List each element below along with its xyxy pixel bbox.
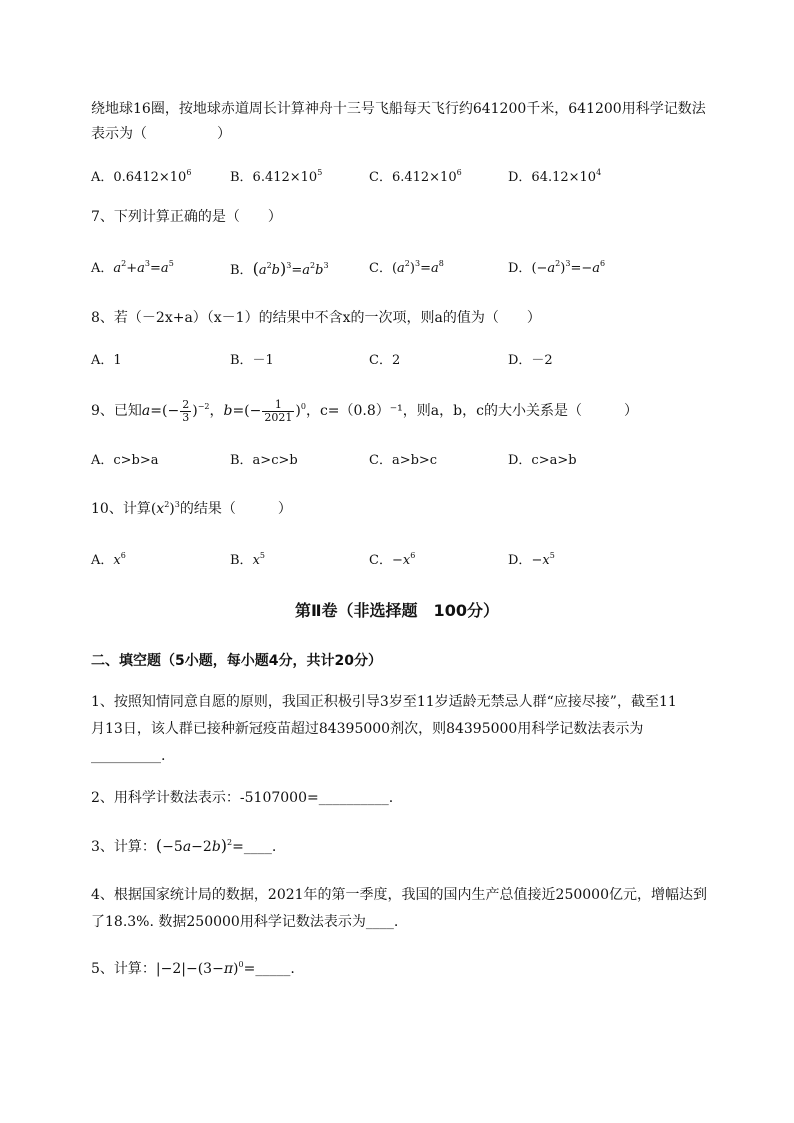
q7-option-a[interactable]: A．$a^2+a^3=a^5$: [91, 259, 174, 276]
q10-option-d[interactable]: D．$-x^5$: [508, 551, 555, 568]
fill4-line1: 4、根据国家统计局的数据，2021年的第一季度，我国的国内生产总值接近250000亿元，增幅达到: [91, 887, 707, 903]
q6-option-d[interactable]: D．$64.12\times 10^4$: [508, 168, 602, 185]
q10-option-a[interactable]: A．$x^6$: [91, 551, 126, 568]
q9-option-a[interactable]: A．c>b>a: [91, 453, 159, 468]
q8-option-c[interactable]: C．2: [369, 353, 401, 368]
q6-option-c[interactable]: C．$6.412\times 10^6$: [369, 168, 462, 185]
q6-option-b[interactable]: B．$6.412\times 10^5$: [230, 168, 323, 185]
q10-option-c[interactable]: C．$-x^6$: [369, 551, 416, 568]
section-title: 第Ⅱ卷（非选择题 100分）: [295, 601, 499, 620]
q9-option-b[interactable]: B．a>c>b: [230, 453, 298, 468]
q9-stem: 9、已知a=(− $\frac{2}{3}$ )$^{-2}$，b=(− $\frac{1}{2021}$ )$^0$，c=（0.8）⁻¹，则a，b，c的大小关系是（ ）: [91, 397, 638, 424]
q9-option-d[interactable]: D．c>a>b: [508, 453, 577, 468]
fill1-answer-blank[interactable]: __________.: [91, 748, 166, 764]
fill3: 3、计算：$(-5a-2b)^2=\_\_\_\_$.: [91, 836, 277, 855]
q6-stem-line2: 表示为（ ）: [91, 126, 231, 142]
q10-option-b[interactable]: B．$x^5$: [230, 551, 265, 568]
q8-option-a[interactable]: A．1: [91, 353, 122, 368]
q8-option-b[interactable]: B．－1: [230, 353, 274, 368]
fill5: 5、计算：$|-2|-(3-\pi)^0=\_\_\_\_\_$.: [91, 960, 295, 977]
section-subhead: 二、填空题（5小题，每小题4分，共计20分）: [91, 653, 382, 669]
fill4-line2: 了18.3%. 数据250000用科学记数法表示为____.: [91, 914, 399, 930]
fill1-line1: 1、按照知情同意自愿的原则，我国正积极引导3岁至11岁适龄无禁忌人群“应接尽接”，截至11: [91, 694, 677, 710]
q6-option-a[interactable]: A．$0.6412\times 10^6$: [91, 168, 192, 185]
q8-stem: 8、若（－2x+a）（x－1）的结果中不含x的一次项，则a的值为（ ）: [91, 310, 541, 326]
q7-option-c[interactable]: C．$(a^2)^3=a^8$: [369, 259, 444, 276]
fill2: 2、用科学计数法表示：-5107000=__________.: [91, 790, 394, 806]
q7-option-b[interactable]: B．$(a^2b)^3=a^2b^3$: [230, 259, 329, 278]
q9-option-c[interactable]: C．a>b>c: [369, 453, 438, 468]
fill1-line2: 月13日，该人群已接种新冠疫苗超过84395000剂次，则84395000用科学记数法表示为: [91, 721, 644, 737]
q7-option-d[interactable]: D．$(-a^2)^3=-a^6$: [508, 259, 606, 276]
q6-stem-line1: 绕地球16圈，按地球赤道周长计算神舟十三号飞船每天飞行约641200千米，641200用科学记数法: [91, 101, 706, 117]
q8-option-d[interactable]: D．－2: [508, 353, 553, 368]
q10-stem: 10、计算$(x^2)^3$的结果（ ）: [91, 500, 292, 517]
q7-stem: 7、下列计算正确的是（ ）: [91, 209, 282, 225]
